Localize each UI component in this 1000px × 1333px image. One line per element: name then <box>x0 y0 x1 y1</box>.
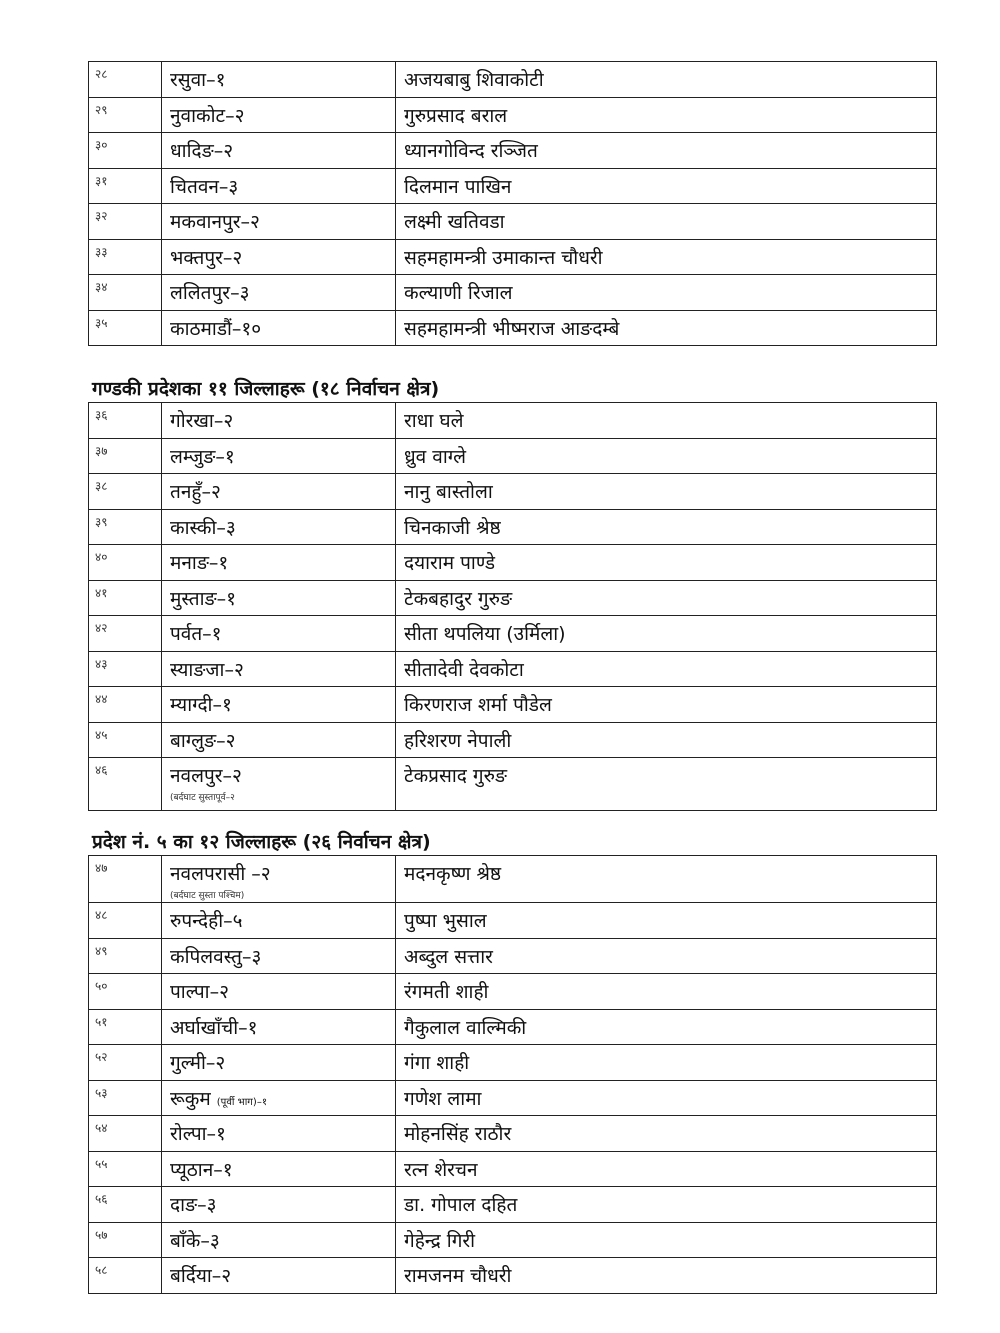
candidate-name-cell: ध्यानगोविन्द रञ्जित <box>396 133 937 169</box>
candidate-name-cell: गणेश लामा <box>396 1080 937 1116</box>
row-number: ४२ <box>89 616 162 652</box>
table-row <box>89 1116 937 1152</box>
constituency-cell <box>162 758 396 811</box>
table-row <box>89 722 937 758</box>
candidate-name-cell: सहमहामन्त्री भीष्मराज आङदम्बे <box>396 310 937 346</box>
candidates-table-province-5 <box>88 855 937 1294</box>
constituency-cell: प्यूठान–१ <box>162 1151 396 1187</box>
constituency-cell: रुपन्देही–५ <box>162 903 396 939</box>
constituency-cell: गुल्मी–२ <box>162 1045 396 1081</box>
row-number: ५२ <box>89 1045 162 1081</box>
constituency-cell: म्याग्दी–१ <box>162 687 396 723</box>
table-row <box>89 1080 937 1116</box>
table-row <box>89 1045 937 1081</box>
table-row <box>89 1009 937 1045</box>
table-row <box>89 1258 937 1294</box>
row-number: ५१ <box>89 1009 162 1045</box>
table-row <box>89 204 937 240</box>
candidate-name-cell: अब्दुल सत्तार <box>396 938 937 974</box>
constituency-cell: भक्तपुर–२ <box>162 239 396 275</box>
candidate-name-cell: अजयबाबु शिवाकोटी <box>396 62 937 98</box>
candidate-name-cell: पुष्पा भुसाल <box>396 903 937 939</box>
constituency-cell: दाङ–३ <box>162 1187 396 1223</box>
candidates-table-section-1 <box>88 61 937 346</box>
row-number: ५४ <box>89 1116 162 1152</box>
constituency-cell: रसुवा–१ <box>162 62 396 98</box>
row-number: ४५ <box>89 722 162 758</box>
candidate-name-cell: गैकुलाल वाल्मिकी <box>396 1009 937 1045</box>
candidate-name-cell: किरणराज शर्मा पौडेल <box>396 687 937 723</box>
constituency-cell: पर्वत–१ <box>162 616 396 652</box>
candidates-table-gandaki <box>88 402 937 811</box>
candidate-name-cell: मदनकृष्ण श्रेष्ठ <box>396 856 937 903</box>
candidate-name-cell: दिलमान पाखिन <box>396 168 937 204</box>
constituency-cell: पाल्पा–२ <box>162 974 396 1010</box>
table-row <box>89 310 937 346</box>
row-number: ३८ <box>89 474 162 510</box>
candidate-name-cell: सीतादेवी देवकोटा <box>396 651 937 687</box>
row-number: ४१ <box>89 580 162 616</box>
constituency-cell: ललितपुर–३ <box>162 275 396 311</box>
row-number: ५८ <box>89 1258 162 1294</box>
table-row <box>89 545 937 581</box>
candidate-name-cell: राधा घले <box>396 403 937 439</box>
candidate-name-cell: नानु बास्तोला <box>396 474 937 510</box>
constituency-cell <box>162 856 396 903</box>
table-row <box>89 1187 937 1223</box>
row-number: ५७ <box>89 1222 162 1258</box>
table-row <box>89 509 937 545</box>
constituency-cell: कास्की–३ <box>162 509 396 545</box>
constituency-cell: चितवन–३ <box>162 168 396 204</box>
constituency-cell: धादिङ–२ <box>162 133 396 169</box>
candidate-name-cell: गुरुप्रसाद बराल <box>396 97 937 133</box>
table-row <box>89 239 937 275</box>
section-heading-gandaki: गण्डकी प्रदेशका ११ जिल्लाहरू (१८ निर्वाचन क्षेत्र) <box>92 378 440 400</box>
candidate-name-cell: ध्रुव वाग्ले <box>396 438 937 474</box>
table-row <box>89 687 937 723</box>
row-number: ४९ <box>89 938 162 974</box>
row-number: ३६ <box>89 403 162 439</box>
candidate-name-cell: डा. गोपाल दहित <box>396 1187 937 1223</box>
table-row <box>89 1151 937 1187</box>
constituency-cell: काठमाडौं–१० <box>162 310 396 346</box>
row-number: ३९ <box>89 509 162 545</box>
candidate-name-cell: टेकप्रसाद गुरुङ <box>396 758 937 811</box>
candidate-name-cell: सहमहामन्त्री उमाकान्त चौधरी <box>396 239 937 275</box>
row-number: ४३ <box>89 651 162 687</box>
constituency-cell: तनहुँ–२ <box>162 474 396 510</box>
table-row <box>89 438 937 474</box>
row-number: ३१ <box>89 168 162 204</box>
table-row <box>89 580 937 616</box>
constituency-cell: बर्दिया–२ <box>162 1258 396 1294</box>
row-number: ३७ <box>89 438 162 474</box>
row-number: ३२ <box>89 204 162 240</box>
constituency-label: नवलपुर–२ <box>170 765 242 787</box>
table-row <box>89 616 937 652</box>
constituency-cell: स्याङजा–२ <box>162 651 396 687</box>
constituency-cell: मकवानपुर–२ <box>162 204 396 240</box>
table-row <box>89 474 937 510</box>
candidate-name-cell: गेहेन्द्र गिरी <box>396 1222 937 1258</box>
candidate-name-cell: दयाराम पाण्डे <box>396 545 937 581</box>
constituency-cell: बाँके–३ <box>162 1222 396 1258</box>
constituency-note: (पूर्वी भाग)–१ <box>216 1096 268 1108</box>
table-row <box>89 97 937 133</box>
constituency-cell: मुस्ताङ–१ <box>162 580 396 616</box>
table-row <box>89 168 937 204</box>
row-number: २९ <box>89 97 162 133</box>
table-row <box>89 403 937 439</box>
table-row <box>89 856 937 903</box>
row-number: ५३ <box>89 1080 162 1116</box>
row-number: ४६ <box>89 758 162 811</box>
row-number: ५६ <box>89 1187 162 1223</box>
row-number: ३४ <box>89 275 162 311</box>
candidate-name-cell: टेकबहादुर गुरुङ <box>396 580 937 616</box>
candidate-name-cell: सीता थपलिया (उर्मिला) <box>396 616 937 652</box>
row-number: ४० <box>89 545 162 581</box>
constituency-cell <box>162 1080 396 1116</box>
table-row <box>89 651 937 687</box>
row-number: ४७ <box>89 856 162 903</box>
candidate-name-cell: रत्न शेरचन <box>396 1151 937 1187</box>
constituency-cell: रोल्पा–१ <box>162 1116 396 1152</box>
constituency-cell: लम्जुङ–१ <box>162 438 396 474</box>
table-row <box>89 974 937 1010</box>
row-number: ४८ <box>89 903 162 939</box>
row-number: ५५ <box>89 1151 162 1187</box>
candidate-name-cell: गंगा शाही <box>396 1045 937 1081</box>
candidate-name-cell: हरिशरण नेपाली <box>396 722 937 758</box>
candidate-name-cell: चिनकाजी श्रेष्ठ <box>396 509 937 545</box>
row-number: ३० <box>89 133 162 169</box>
table-row <box>89 133 937 169</box>
constituency-label: नवलपरासी –२ <box>170 863 271 885</box>
candidate-name-cell: रामजनम चौधरी <box>396 1258 937 1294</box>
table-row <box>89 903 937 939</box>
constituency-label: रूकुम <box>170 1087 211 1110</box>
constituency-note: (बर्दघाट सुस्ता पश्चिम) <box>170 891 245 901</box>
row-number: ४४ <box>89 687 162 723</box>
constituency-cell: मनाङ–१ <box>162 545 396 581</box>
candidate-name-cell: लक्ष्मी खतिवडा <box>396 204 937 240</box>
table-row <box>89 938 937 974</box>
row-number: २८ <box>89 62 162 98</box>
table-row <box>89 62 937 98</box>
row-number: ३५ <box>89 310 162 346</box>
candidate-name-cell: रंगमती शाही <box>396 974 937 1010</box>
candidate-name-cell: मोहनसिंह राठौर <box>396 1116 937 1152</box>
section-heading-province-5: प्रदेश नं. ५ का १२ जिल्लाहरू (२६ निर्वाचन क्षेत्र) <box>92 831 431 853</box>
constituency-cell: कपिलवस्तु–३ <box>162 938 396 974</box>
candidate-name-cell: कल्याणी रिजाल <box>396 275 937 311</box>
table-row <box>89 758 937 811</box>
constituency-cell: बाग्लुङ–२ <box>162 722 396 758</box>
table-row <box>89 1222 937 1258</box>
constituency-cell: गोरखा–२ <box>162 403 396 439</box>
row-number: ५० <box>89 974 162 1010</box>
constituency-note: (बर्दघाट सुस्तापूर्व–२ <box>170 793 235 803</box>
row-number: ३३ <box>89 239 162 275</box>
constituency-cell: अर्घाखाँची–१ <box>162 1009 396 1045</box>
constituency-cell: नुवाकोट–२ <box>162 97 396 133</box>
table-row <box>89 275 937 311</box>
